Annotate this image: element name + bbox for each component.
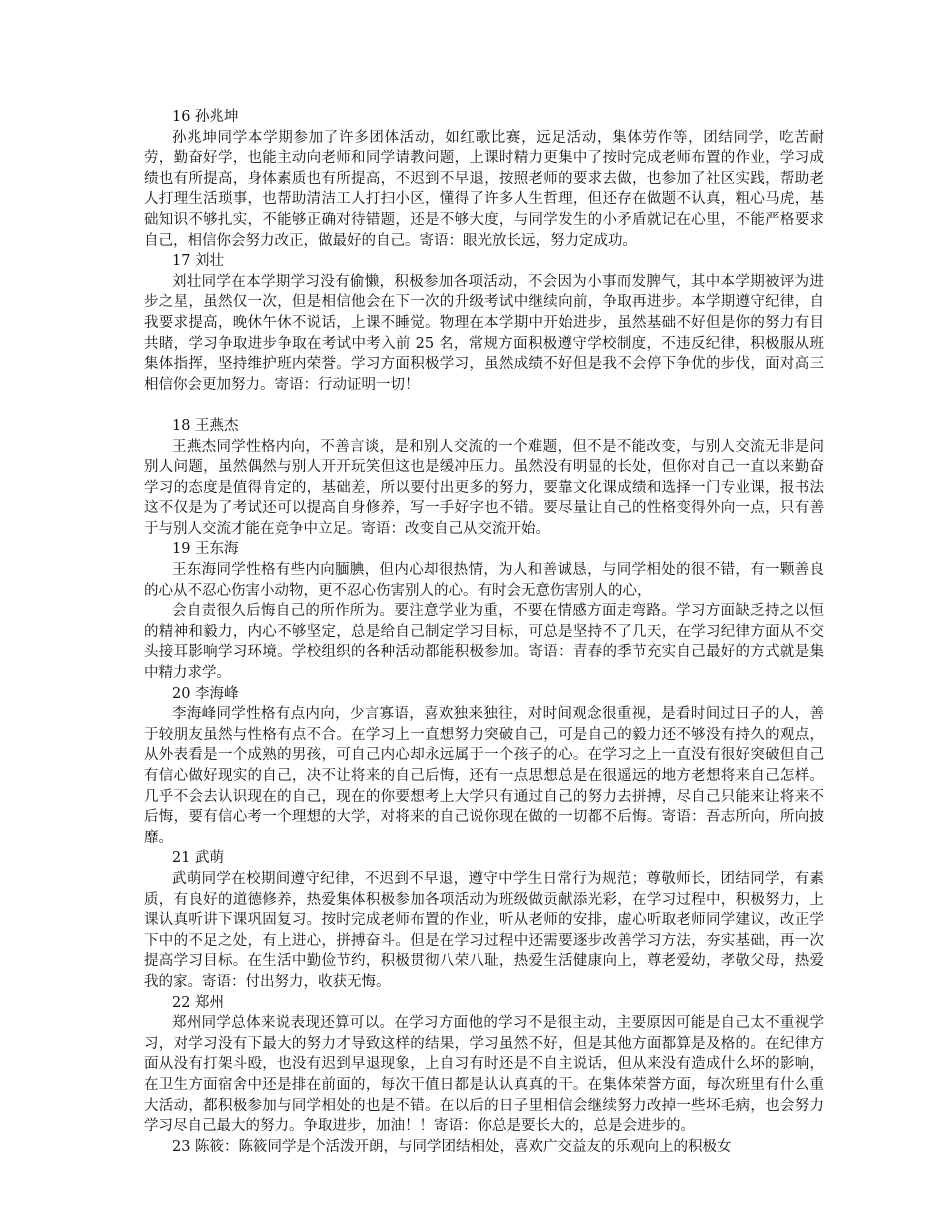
entry-heading: 22 郑州 (172, 994, 225, 1011)
entry-heading: 19 王东海 (172, 541, 239, 558)
entry-paragraph: 王东海同学性格有些内向腼腆，但内心却很热情，为人和善诚恳，与同学相处的很不错，有一颗善良的心从不忍心伤害小动物，更不忍心伤害别人的心。有时会无意伤害别人的心， (144, 562, 824, 599)
entry-paragraph: 孙兆坤同学本学期参加了许多团体活动，如红歌比赛，远足活动，集体劳作等，团结同学，吃苦耐劳，勤奋好学，也能主动向老师和同学请教问题，上课时精力更集中了按时完成老师布置的作业，学习成绩也有所提高，身体素质也有所提高，不迟到不早退，按照老师的要求去做，也参加了社区实践，帮助老人打理生活琐事，也帮助清洁工人打扫小区，懂得了许多人生哲理，但还存在做题不认真，粗心马虎，基础知识不够扎实，不能够正确对待错题，还是不够大度，与同学发生的小矛盾就记在心里，不能严格要求自己，相信你会努力改正，做最好的自己。寄语：眼光放长远，努力定成功。 (144, 129, 824, 249)
entry-paragraph: 会自责很久后悔自己的所作所为。要注意学业为重，不要在情感方面走弯路。学习方面缺乏持之以恒的精神和毅力，内心不够坚定，总是给自己制定学习目标，可总是坚持不了几天，在学习纪律方面从不交头接耳影响学习环境。学校组织的各种活动都能积极参加。寄语：青春的季节充实自己最好的方式就是集中精力求学。 (144, 603, 824, 682)
entry-paragraph: 郑州同学总体来说表现还算可以。在学习方面他的学习不是很主动，主要原因可能是自己太不重视学习，对学习没有下最大的努力才导致这样的结果，学习虽然不好，但是其他方面都算是及格的。在纪律方面从没有打架斗殴，也没有迟到早退现象，上自习有时还是不自主说话，但从来没有造成什么坏的影响，在卫生方面宿舍中还是排在前面的，每次干值日都是认认真真的干。在集体荣誉方面，每次班里有什么重大活动，都积极参加与同学相处的也是不错。在以后的日子里相信会继续努力改掉一些坏毛病，也会努力学习尽自己最大的努力。争取进步，加油！！寄语：你总是要长大的，总是会进步的。 (144, 1015, 824, 1135)
entry-paragraph: 刘壮同学在本学期学习没有偷懒，积极参加各项活动，不会因为小事而发脾气，其中本学期被评为进步之星，虽然仅一次，但是相信他会在下一次的升级考试中继续向前，争取再进步。本学期遵守纪律，自我要求提高，晚休午休不说话，上课不睡觉。物理在本学期中开始进步，虽然基础不好但是你的努力有目共睹，学习争取进步争取在考试中考入前 25 名，常规方面积极遵守学校制度，不违反纪律，积极服从班集体指挥，坚持维护班内荣誉。学习方面积极学习，虽然成绩不好但是我不会停下争优的步伐，面对高三相信你会更加努力。寄语：行动证明一切！ (144, 273, 824, 393)
entry-heading: 20 李海峰 (172, 685, 239, 702)
blank-line (144, 395, 824, 416)
entry-heading: 17 刘壮 (172, 253, 225, 270)
entry-heading: 21 武萌 (172, 850, 225, 867)
entry-paragraph: 王燕杰同学性格内向，不善言谈，是和别人交流的一个难题，但不是不能改变，与别人交流无非是问别人问题，虽然偶然与别人开开玩笑但这也是缓冲压力。虽然没有明显的长处，但你对自己一直以来勤奋学习的态度是值得肯定的，基础差，所以要付出更多的努力，要靠文化课成绩和选择一门专业课，报书法这不仅是为了考试还可以提高自身修养，写一手好字也不错。要尽量让自己的性格变得外向一点，只有善于与别人交流才能在竞争中立足。寄语：改变自己从交流开始。 (144, 438, 824, 537)
document-page (144, 107, 824, 1157)
entry-heading: 16 孙兆坤 (172, 109, 239, 125)
final-line: 23 陈筱：陈筱同学是个活泼开朗，与同学团结相处，喜欢广交益友的乐观向上的积极女 (172, 1138, 732, 1155)
entry-paragraph: 李海峰同学性格有点内向，少言寡语，喜欢独来独往，对时间观念很重视，是看时间过日子的人，善于较朋友虽然与性格有点不合。在学习上一直想努力突破自己，可是自己的毅力还不够没有持久的观点，从外表看是一个成熟的男孩，可自己内心却永远属于一个孩子的心。在学习之上一直没有很好突破但自己有信心做好现实的自己，决不让将来的自己后悔，还有一点思想总是在很遥远的地方老想将来自己怎样。几乎不会去认识现在的自己，现在的你要想考上大学只有通过自己的努力去拼搏，尽自己只能来让将来不后悔，要有信心考一个理想的大学，对将来的自己说你现在做的一切都不后悔。寄语：吾志所向，所向披靡。 (144, 706, 824, 846)
entry-heading: 18 王燕杰 (172, 417, 239, 434)
entry-paragraph: 武萌同学在校期间遵守纪律，不迟到不早退，遵守中学生日常行为规范；尊敬师长，团结同学，有素质，有良好的道德修养，热爱集体积极参加各项活动为班级做贡献添光彩，在学习过程中，积极努力，上课认真听讲下课巩固复习。按时完成老师布置的作业，听从老师的安排，虚心听取老师同学建议，改正学下中的不足之处，有上进心，拼搏奋斗。但是在学习过程中还需要逐步改善学习方法，夯实基础，再一次提高学习目标。在生活中勤俭节约，积极贯彻八荣八耻，热爱生活健康向上，尊老爱幼，孝敬父母，热爱我的家。寄语：付出努力，收获无悔。 (144, 870, 824, 990)
